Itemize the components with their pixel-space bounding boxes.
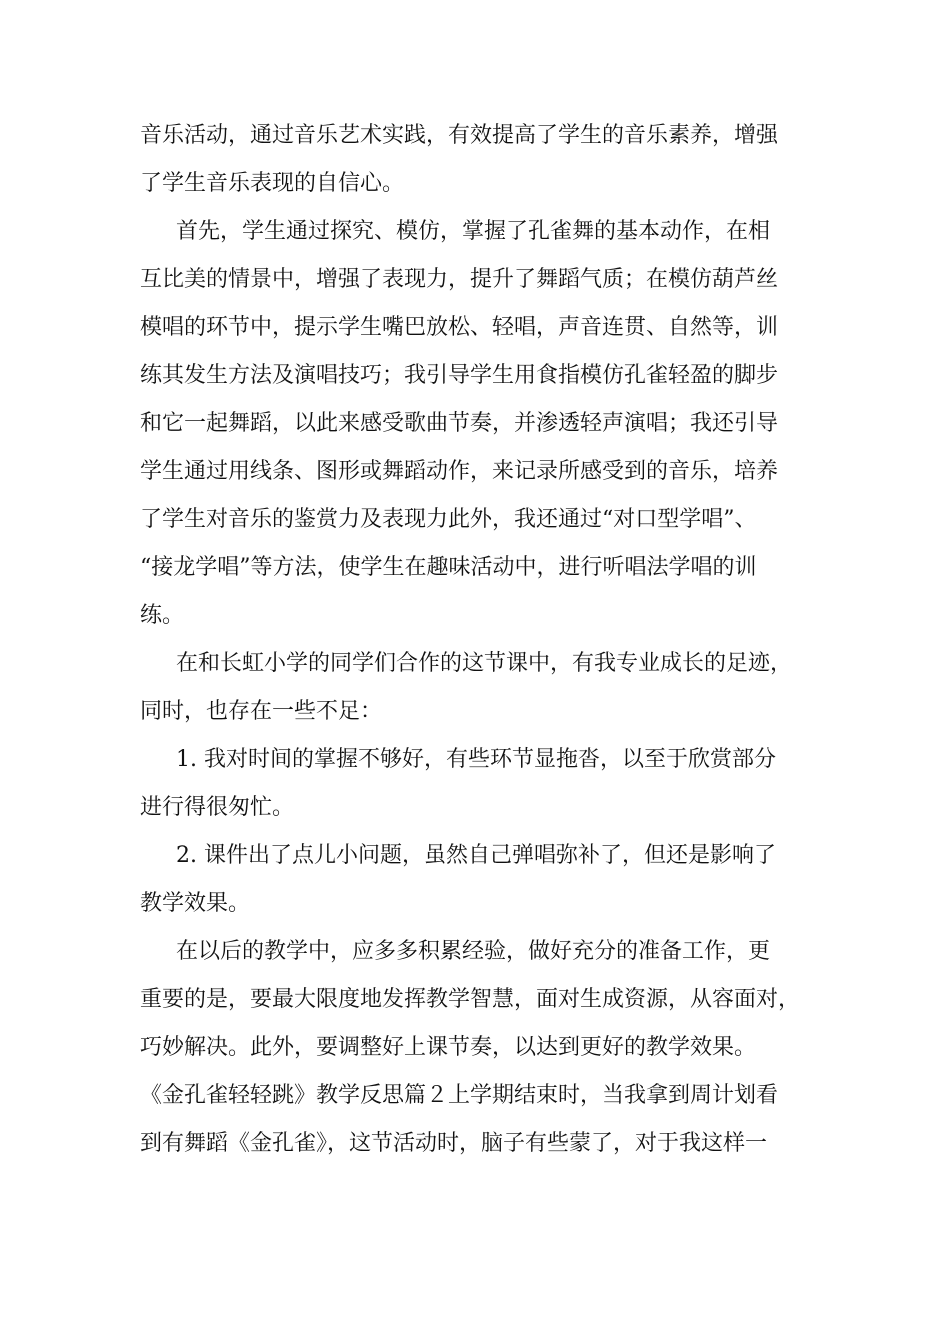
text-line: 到有舞蹈《金孔雀》，这节活动时，脑子有些蒙了，对于我这样一 — [140, 1131, 768, 1156]
text-line: 1. 我对时间的掌握不够好，有些环节显拖沓，以至于欣赏部分 — [176, 747, 776, 772]
text-line: 在和长虹小学的同学们合作的这节课中，有我专业成长的足迹， — [176, 651, 793, 676]
document-body — [140, 112, 820, 1168]
text-line: 巧妙解决。此外，要调整好上课节奏，以达到更好的教学效果。 — [140, 1035, 757, 1060]
text-line: 模唱的环节中，提示学生嘴巴放松、轻唱，声音连贯、自然等，训 — [140, 315, 779, 340]
text-line: 了学生对音乐的鉴赏力及表现力此外，我还通过“对口型学唱”、 — [140, 507, 757, 532]
text-line: 《金孔雀轻轻跳》教学反思篇２上学期结束时，当我拿到周计划看 — [140, 1083, 779, 1108]
text-line: 互比美的情景中，增强了表现力，提升了舞蹈气质；在模仿葫芦丝 — [140, 267, 779, 292]
text-line: 音乐活动，通过音乐艺术实践，有效提高了学生的音乐素养，增强 — [140, 123, 779, 148]
text-line: 练。 — [140, 603, 185, 628]
text-line: 学生通过用线条、图形或舞蹈动作，来记录所感受到的音乐，培养 — [140, 459, 779, 484]
text-line: 首先，学生通过探究、模仿，掌握了孔雀舞的基本动作，在相 — [176, 219, 771, 244]
text-line: 在以后的教学中，应多多积累经验，做好充分的准备工作，更 — [176, 939, 771, 964]
text-line: “接龙学唱”等方法，使学生在趣味活动中，进行听唱法学唱的训 — [140, 555, 757, 580]
text-line: 了学生音乐表现的自信心。 — [140, 171, 405, 196]
text-line: 同时，也存在一些不足： — [140, 699, 383, 724]
text-line: 进行得很匆忙。 — [140, 795, 295, 820]
text-line: 重要的是，要最大限度地发挥教学智慧，面对生成资源，从容面对， — [140, 987, 801, 1012]
text-line: 和它一起舞蹈，以此来感受歌曲节奏，并渗透轻声演唱；我还引导 — [140, 411, 779, 436]
text-line: 练其发生方法及演唱技巧；我引导学生用食指模仿孔雀轻盈的脚步 — [140, 363, 779, 388]
text-line: 2. 课件出了点儿小问题，虽然自己弹唱弥补了，但还是影响了 — [176, 843, 776, 868]
text-line: 教学效果。 — [140, 891, 251, 916]
